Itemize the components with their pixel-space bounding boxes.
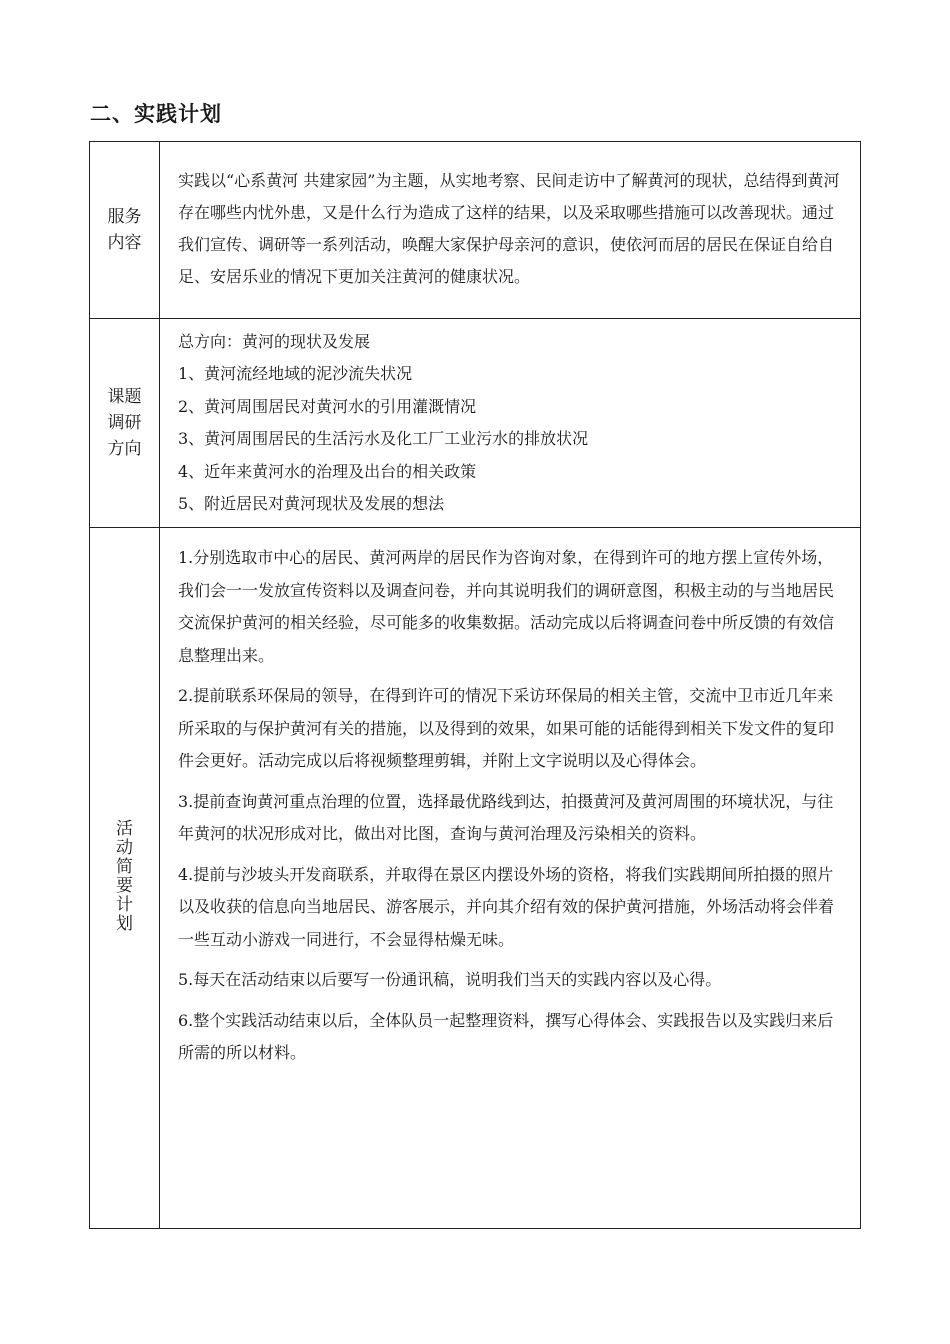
label-line: 课题	[107, 387, 142, 407]
direction-item: 3、黄河周围居民的生活污水及化工厂工业污水的排放状况	[178, 429, 589, 448]
label-line: 服务	[107, 207, 142, 227]
direction-item: 2、黄河周围居民对黄河水的引用灌溉情况	[178, 396, 477, 416]
label-char: 计	[115, 894, 133, 915]
activity-paragraph: 3.提前查询黄河重点治理的位置，选择最优路线到达，拍摄黄河及黄河周围的环境状况，与往年黄河的状况形成对比，做出对比图，查询与黄河治理及污染相关的资料。	[178, 791, 834, 843]
activity-paragraph: 5.每天在活动结束以后要写一份通讯稿，说明我们当天的实践内容以及心得。	[178, 970, 722, 989]
activity-plan-label	[90, 528, 160, 1229]
label-char: 活	[115, 818, 133, 839]
label-line: 调研	[107, 413, 142, 433]
activity-paragraphs	[178, 528, 845, 1226]
direction-item: 总方向：黄河的现状及发展	[178, 331, 371, 351]
activity-plan-row	[90, 528, 861, 1229]
activity-paragraph: 4.提前与沙坡头开发商联系，并取得在景区内摆设外场的资格，将我们实践期间所拍摄的照片以及收获的信息向当地居民、游客展示，并向其介绍有效的保护黄河措施，外场活动将会伴着一些互动小游戏一同进行，不会显得枯燥无味。	[178, 864, 835, 949]
label-char: 划	[115, 913, 133, 934]
service-content-row	[90, 142, 861, 319]
direction-item: 5、附近居民对黄河现状及发展的想法	[178, 494, 445, 513]
vertical-label	[114, 820, 134, 934]
label-char: 要	[115, 875, 133, 896]
activity-paragraph: 1.分别选取市中心的居民、黄河两岸的居民作为咨询对象，在得到许可的地方摆上宣传外场，我们会一一发放宣传资料以及调查问卷，并向其说明我们的调研意图，积极主动的与当地居民交流保护黄河的相关经验，尽可能多的收集数据。活动完成以后将调查问卷中所反馈的有效信息整理出来。	[178, 548, 835, 665]
activity-paragraph: 2.提前联系环保局的领导，在得到许可的情况下采访环保局的相关主管，交流中卫市近几年来所采取的与保护黄河有关的措施，以及得到的效果，如果可能的话能得到相关下发文件的复印件会更好。活动完成以后将视频整理剪辑，并附上文字说明以及心得体会。	[178, 686, 835, 770]
label-char: 简	[115, 856, 133, 877]
label-line: 内容	[107, 233, 142, 253]
practice-plan-table	[89, 141, 861, 1229]
service-content-cell	[160, 142, 861, 319]
label-line: 方向	[107, 439, 142, 459]
research-direction-list	[178, 326, 845, 521]
activity-paragraph: 6.整个实践活动结束以后，全体队员一起整理资料，撰写心得体会、实践报告以及实践归来后所需的所以材料。	[178, 1010, 834, 1062]
research-direction-cell	[160, 319, 861, 528]
research-direction-label	[90, 319, 160, 528]
activity-plan-cell	[160, 528, 861, 1229]
label-char: 动	[115, 837, 133, 858]
direction-item: 1、黄河流经地域的泥沙流失状况	[178, 364, 413, 383]
service-content-text: 实践以“心系黄河 共建家园”为主题，从实地考察、民间走访中了解黄河的现状，总结得到黄河存在哪些内忧外患，又是什么行为造成了这样的结果，以及采取哪些措施可以改善现状。通过我们宣传、调研等一系列活动，唤醒大家保护母亲河的意识，使依河而居的居民在保证自给自足、安居乐业的情况下更加关注黄河的健康状况。	[178, 171, 840, 286]
service-content-label	[90, 142, 160, 319]
research-direction-row	[90, 319, 861, 528]
direction-item: 4、近年来黄河水的治理及出台的相关政策	[178, 461, 477, 481]
section-title: 二、实践计划	[90, 102, 222, 126]
